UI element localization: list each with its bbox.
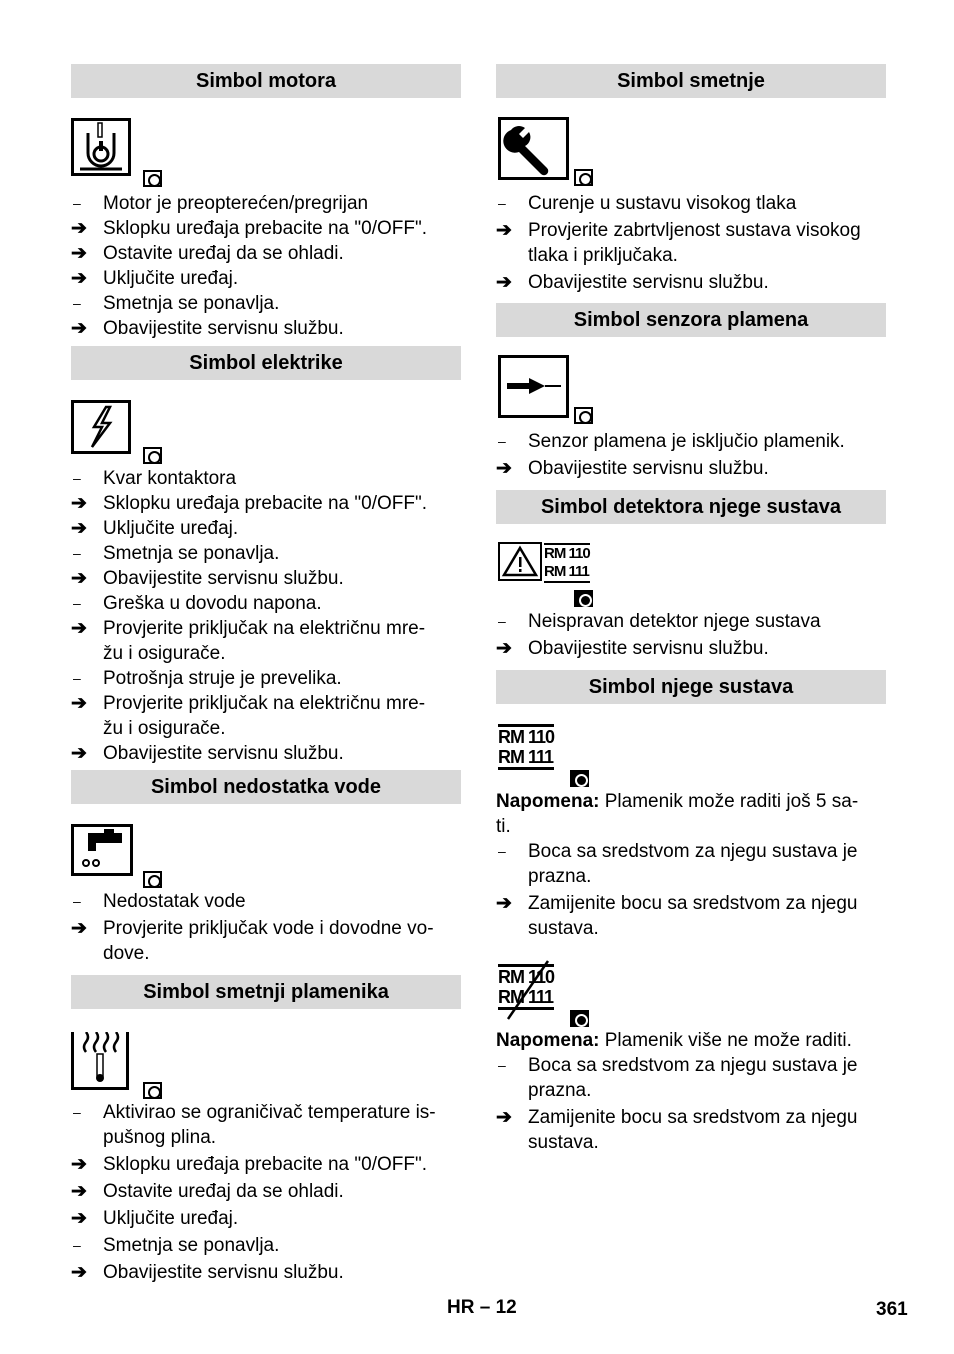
list-item-text: Provjerite priključak na električnu mre- žu i osigurače.: [103, 618, 426, 664]
list-item-text: Boca sa sredstvom za njegu sustava je prazna.: [528, 1055, 858, 1101]
list-item-arrow: [71, 616, 461, 666]
list-item-text: Ostavite uređaj da se ohladi.: [103, 243, 344, 264]
page-section-label: HR – 12: [447, 1297, 517, 1318]
section-header-senzor: Simbol senzora plamena: [496, 303, 886, 337]
list-item-arrow: [71, 241, 461, 266]
list-item-text: Smetnja se ponavlja.: [103, 543, 280, 564]
arrow-icon: ➔: [496, 893, 512, 914]
strike-line: [498, 959, 556, 1021]
arrow-icon: ➔: [71, 693, 87, 714]
list-item-text: Neispravan detektor njege sustava: [528, 611, 821, 632]
dash-mark: –: [498, 1057, 506, 1073]
rm-label-crossed: RM 110 RM 111: [498, 964, 554, 1010]
arrow-icon: ➔: [71, 243, 87, 264]
indicator-icon: [574, 590, 593, 607]
dash-mark: –: [73, 470, 81, 486]
list-item-text: Boca sa sredstvom za njegu sustava je prazna.: [528, 841, 858, 887]
list-item-arrow: [496, 270, 886, 295]
water-tap-icon: [71, 824, 133, 876]
dash-mark: –: [498, 433, 506, 449]
section-header-elektrike: Simbol elektrike: [71, 346, 461, 380]
list-item-arrow: [71, 566, 461, 591]
list-item-text: Sklopku uređaja prebacite na "0/OFF".: [103, 218, 427, 239]
list-item-text: Sklopku uređaja prebacite na "0/OFF".: [103, 493, 427, 514]
indicator-icon: [574, 407, 593, 424]
arrow-icon: ➔: [71, 268, 87, 289]
list-item-text: Obavijestite servisnu službu.: [103, 743, 344, 764]
list-item-arrow: [71, 916, 461, 966]
list-item-dash: [71, 291, 461, 316]
dash-mark: –: [73, 195, 81, 211]
arrow-icon: ➔: [71, 1208, 87, 1229]
indicator-icon: [143, 447, 162, 464]
arrow-icon: ➔: [71, 918, 87, 939]
indicator-icon: [143, 1082, 162, 1099]
dash-mark: –: [498, 613, 506, 629]
list-item-arrow: [496, 218, 886, 268]
list-item-arrow: [71, 266, 461, 291]
arrow-icon: ➔: [71, 318, 87, 339]
list-item-text: Obavijestite servisnu službu.: [528, 458, 769, 479]
list-item-text: Curenje u sustavu visokog tlaka: [528, 193, 797, 214]
dash-mark: –: [498, 843, 506, 859]
arrow-icon: ➔: [71, 1181, 87, 1202]
arrow-icon: ➔: [71, 1154, 87, 1175]
list-item-dash: [71, 191, 461, 216]
list-item-text: Nedostatak vode: [103, 891, 246, 912]
indicator-icon: [143, 871, 162, 888]
arrow-icon: ➔: [496, 1107, 512, 1128]
list-item-dash: [496, 1053, 886, 1103]
dash-mark: –: [73, 1237, 81, 1253]
list-item-dash: [496, 609, 886, 634]
list-item-dash: [71, 466, 461, 491]
list-item-dash: [496, 429, 886, 454]
dash-mark: –: [498, 195, 506, 211]
list-item-arrow: [71, 1206, 461, 1231]
list-item-text: Zamijenite bocu sa sredstvom za njegu sustava.: [528, 1107, 858, 1153]
indicator-icon: [570, 770, 589, 787]
list-item-text: Kvar kontaktora: [103, 468, 237, 489]
arrow-icon: ➔: [71, 218, 87, 239]
list-item-arrow: [71, 491, 461, 516]
section-header-njega: Simbol njege sustava: [496, 670, 886, 704]
list-item-arrow: [71, 216, 461, 241]
section-header-plamenik: Simbol smetnji plamenika: [71, 975, 461, 1009]
dash-mark: –: [73, 295, 81, 311]
list-item-text: Sklopku uređaja prebacite na "0/OFF".: [103, 1154, 427, 1175]
list-item-arrow: [496, 636, 886, 661]
dash-mark: –: [73, 595, 81, 611]
section-header-voda: Simbol nedostatka vode: [71, 770, 461, 804]
list-item-text: Smetnja se ponavlja.: [103, 1235, 280, 1256]
list-item-dash: [71, 1233, 461, 1258]
list-item-arrow: [71, 1260, 461, 1285]
list-item-dash: [71, 666, 461, 691]
list-item-arrow: [71, 741, 461, 766]
arrow-icon: ➔: [496, 458, 512, 479]
list-item-arrow: [71, 691, 461, 741]
list-item-arrow: [71, 1179, 461, 1204]
arrow-icon: ➔: [496, 638, 512, 659]
indicator-icon: [574, 169, 593, 186]
list-item-arrow: [496, 891, 886, 941]
list-item-text: Motor je preopterećen/pregrijan: [103, 193, 369, 214]
list-item-text: Obavijestite servisnu službu.: [528, 638, 769, 659]
arrow-icon: ➔: [496, 272, 512, 293]
list-item-text: Obavijestite servisnu službu.: [103, 318, 344, 339]
arrow-icon: ➔: [71, 1262, 87, 1283]
list-item-text: Zamijenite bocu sa sredstvom za njegu sustava.: [528, 893, 858, 939]
list-item-text: Greška u dovodu napona.: [103, 593, 322, 614]
list-item-text: Uključite uređaj.: [103, 1208, 239, 1229]
list-item-dash: [71, 889, 461, 914]
list-item-text: Ostavite uređaj da se ohladi.: [103, 1181, 344, 1202]
list-item-text: Obavijestite servisnu službu.: [103, 1262, 344, 1283]
arrow-icon: ➔: [71, 493, 87, 514]
arrow-icon: ➔: [71, 618, 87, 639]
dash-mark: –: [73, 670, 81, 686]
section-header-smetnje: Simbol smetnje: [496, 64, 886, 98]
arrow-icon: ➔: [71, 743, 87, 764]
list-item-text: Uključite uređaj.: [103, 518, 239, 539]
exhaust-temperature-icon: [71, 1032, 129, 1090]
list-item-dash: [71, 1100, 461, 1150]
page-number: 361: [876, 1299, 908, 1320]
rm-label: RM 110 RM 111: [498, 724, 554, 770]
indicator-icon: [143, 170, 162, 187]
list-item-dash: [496, 191, 886, 216]
lightning-icon: [71, 400, 131, 454]
list-item-dash: [71, 591, 461, 616]
arrow-icon: ➔: [71, 518, 87, 539]
motor-icon: [71, 118, 131, 176]
list-item-arrow: [496, 456, 886, 481]
section-header-detektor: Simbol detektora njege sustava: [496, 490, 886, 524]
dash-mark: –: [73, 893, 81, 909]
note-2: Napomena: Plamenik više ne može raditi.: [496, 1030, 852, 1051]
list-item-text: Provjerite zabrtvljenost sustava visokog tlaka i priključaka.: [528, 220, 861, 266]
list-item-dash: [496, 839, 886, 889]
list-item-text: Obavijestite servisnu službu.: [528, 272, 769, 293]
dash-mark: –: [73, 545, 81, 561]
list-item-text: Uključite uređaj.: [103, 268, 239, 289]
list-item-arrow: [496, 1105, 886, 1155]
wrench-icon: [498, 117, 569, 180]
arrow-icon: ➔: [71, 568, 87, 589]
list-item-arrow: [71, 1152, 461, 1177]
list-item-dash: [71, 541, 461, 566]
list-item-text: Obavijestite servisnu službu.: [103, 568, 344, 589]
warning-icon: [498, 542, 542, 581]
list-item-text: Smetnja se ponavlja.: [103, 293, 280, 314]
list-item-text: Aktivirao se ograničivač temperature is- pušnog plina.: [103, 1102, 436, 1148]
list-item-text: Provjerite priključak na električnu mre- žu i osigurače.: [103, 693, 426, 739]
note-1: Napomena: Plamenik može raditi još 5 sa- ti.: [496, 791, 859, 837]
list-item-arrow: [71, 516, 461, 541]
rm-label-small: RM 110 RM 111: [544, 543, 590, 583]
list-item-text: Potrošnja struje je prevelika.: [103, 668, 342, 689]
flame-sensor-icon: [498, 355, 569, 418]
dash-mark: –: [73, 1104, 81, 1120]
indicator-icon: [570, 1010, 589, 1027]
list-item-text: Senzor plamena je isključio plamenik.: [528, 431, 845, 452]
list-item-text: Provjerite priključak vode i dovodne vo- dove.: [103, 918, 434, 964]
arrow-icon: ➔: [496, 220, 512, 241]
list-item-arrow: [71, 316, 461, 341]
section-header-motor: Simbol motora: [71, 64, 461, 98]
